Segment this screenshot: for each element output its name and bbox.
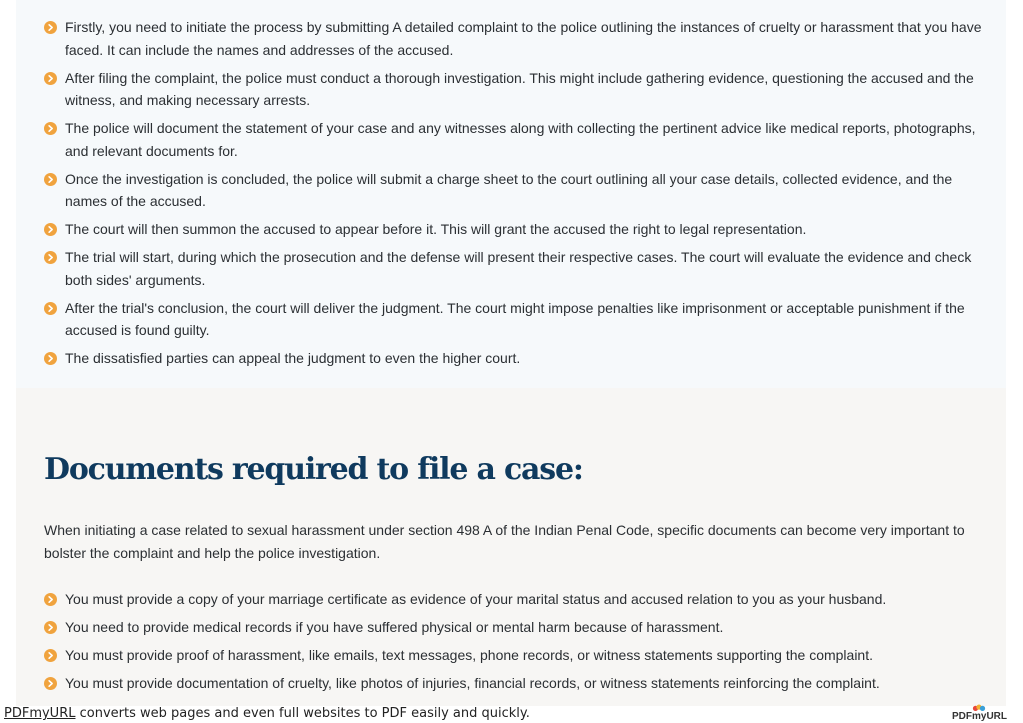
list-item (44, 644, 984, 667)
section-intro: When initiating a case related to sexual harassment under section 498 A of the Indian Penal Code, specific documents can become very important to bolster the complaint and help the police investigation. (44, 522, 965, 561)
list-item (44, 672, 984, 695)
chevron-right-circle-icon (44, 302, 57, 315)
chevron-right-circle-icon (44, 21, 57, 34)
list-item (44, 297, 984, 342)
list-item (44, 117, 984, 162)
chevron-right-circle-icon (44, 621, 57, 634)
list-item-text: Firstly, you need to initiate the process by submitting A detailed complaint to the police outlining the instances of cruelty or harassment that you have faced. It can include the names and addresses of the accused. (65, 19, 982, 58)
list-item (44, 218, 984, 241)
list-item-text: The trial will start, during which the prosecution and the defense will present their respective cases. The court will evaluate the evidence and check both sides' arguments. (65, 249, 972, 288)
list-item (44, 246, 984, 291)
chevron-right-circle-icon (44, 677, 57, 690)
list-item (44, 616, 984, 639)
list-item (44, 67, 984, 112)
process-steps-list (44, 16, 984, 375)
chevron-right-circle-icon (44, 352, 57, 365)
list-item (44, 588, 984, 611)
list-item-text: You must provide proof of harassment, like emails, text messages, phone records, or witness statements supporting the complaint. (65, 647, 873, 663)
list-item (44, 347, 984, 370)
chevron-right-circle-icon (44, 173, 57, 186)
logo-mark-icon (968, 704, 990, 711)
pdf-footer (4, 706, 530, 722)
list-item-text: The dissatisfied parties can appeal the judgment to even the higher court. (65, 350, 521, 366)
documents-list (44, 588, 984, 700)
list-item-text: After filing the complaint, the police must conduct a thorough investigation. This might include gathering evidence, questioning the accused and the witness, and making necessary arrests. (65, 69, 974, 108)
chevron-right-circle-icon (44, 72, 57, 85)
chevron-right-circle-icon (44, 251, 57, 264)
pdfmyurl-link[interactable]: PDFmyURL (4, 706, 76, 721)
chevron-right-circle-icon (44, 593, 57, 606)
list-item-text: You must provide documentation of cruelty, like photos of injuries, financial records, or witness statements reinforcing the complaint. (65, 675, 880, 691)
list-item-text: The police will document the statement of your case and any witnesses along with collecting the pertinent advice like medical reports, photographs, and relevant documents for. (65, 120, 976, 159)
list-item (44, 168, 984, 213)
list-item-text: The court will then summon the accused to appear before it. This will grant the accused the right to legal representation. (65, 221, 807, 237)
list-item-text: You must provide a copy of your marriage certificate as evidence of your marital status and accused relation to you as your husband. (65, 591, 887, 607)
list-item-text: Once the investigation is concluded, the police will submit a charge sheet to the court outlining all your case details, collected evidence, and the names of the accused. (65, 170, 953, 209)
chevron-right-circle-icon (44, 122, 57, 135)
logo-text: PDFmyURL (951, 711, 1007, 722)
list-item (44, 16, 984, 61)
pdfmyurl-logo[interactable] (952, 704, 1007, 722)
chevron-right-circle-icon (44, 223, 57, 236)
list-item-text: After the trial's conclusion, the court will deliver the judgment. The court might impose penalties like imprisonment or acceptable punishment if the accused is found guilty. (65, 299, 965, 338)
footer-text: converts web pages and even full websites to PDF easily and quickly. (75, 706, 530, 721)
chevron-right-circle-icon (44, 649, 57, 662)
list-item-text: You need to provide medical records if you have suffered physical or mental harm because of harassment. (65, 619, 724, 635)
section-heading: Documents required to file a case: (44, 452, 583, 487)
